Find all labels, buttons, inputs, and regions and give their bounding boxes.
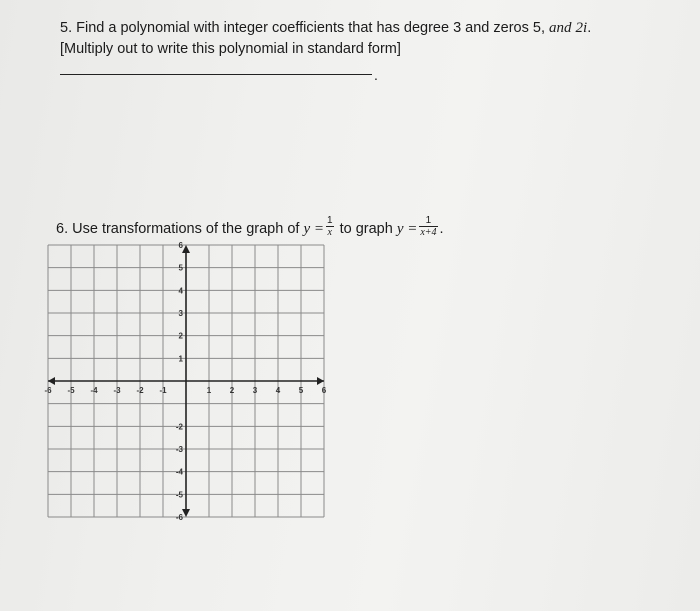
y-axis-arrow-down: [182, 509, 190, 517]
x-tick-label: -6: [44, 386, 52, 395]
x-tick-label: 6: [321, 386, 327, 395]
fraction-2-numerator: 1: [419, 216, 437, 227]
problem-5-number: 5.: [60, 20, 73, 36]
problem-5-line-1: [60, 20, 591, 37]
y-tick-label: -3: [175, 445, 183, 454]
y-tick-label: 5: [178, 263, 183, 273]
x-tick-label: -5: [67, 386, 75, 395]
problem-5-period: .: [587, 20, 592, 36]
x-tick-label: -1: [159, 386, 167, 395]
y-axis-arrow-up: [182, 245, 190, 253]
fraction-1-over-x-plus-4: [419, 216, 437, 238]
y-tick-label: -2: [175, 422, 183, 432]
y-tick-label: 2: [178, 331, 183, 341]
problem-6-number: 6.: [56, 220, 69, 237]
x-tick-label: 3: [252, 386, 258, 395]
y-tick-label: 6: [178, 241, 183, 250]
problem-6-y-eq-2: y =: [396, 220, 418, 237]
problem-5-and: and: [549, 20, 572, 36]
problem-6-line: [56, 215, 444, 240]
fraction-1-numerator: 1: [326, 215, 333, 226]
problem-6-period: .: [439, 220, 444, 237]
x-tick-label: -3: [113, 386, 121, 395]
y-tick-label: -4: [175, 467, 183, 477]
answer-blank-period: .: [374, 67, 378, 83]
problem-5-instruction: [Multiply out to write this polynomial in standard form]: [60, 41, 401, 57]
fraction-1-denominator: x: [327, 227, 332, 238]
x-tick-label: -2: [136, 386, 144, 395]
y-tick-label: -6: [175, 513, 183, 522]
problem-6-y-eq-1: y =: [303, 220, 324, 237]
x-axis-arrow-right: [317, 377, 324, 385]
fraction-1-over-x: [326, 216, 334, 238]
y-tick-label: 3: [178, 309, 183, 318]
y-tick-label: 4: [178, 286, 183, 296]
coordinate-grid-svg[interactable]: [44, 241, 327, 522]
problem-5-line-2: [60, 41, 401, 57]
x-tick-label: 5: [298, 386, 304, 395]
x-tick-label: 4: [275, 386, 281, 395]
x-axis-arrow-left: [48, 377, 55, 385]
x-tick-label: 1: [206, 386, 212, 395]
answer-blank-line[interactable]: [60, 74, 372, 75]
problem-5-zero-2i: 2i: [575, 20, 588, 36]
x-tick-label: -4: [90, 386, 98, 395]
y-tick-label: 1: [178, 354, 183, 364]
x-tick-label: 2: [229, 386, 235, 395]
fraction-2-denominator: x+4: [420, 227, 437, 238]
problem-6-text-a: Use transformations of the graph of: [72, 220, 300, 237]
coordinate-grid[interactable]: [44, 241, 327, 522]
problem-5-text: Find a polynomial with integer coefficients that has degree 3 and zeros 5,: [76, 20, 545, 36]
y-tick-label: -5: [175, 490, 183, 500]
problem-6-text-b: to graph: [339, 220, 393, 237]
